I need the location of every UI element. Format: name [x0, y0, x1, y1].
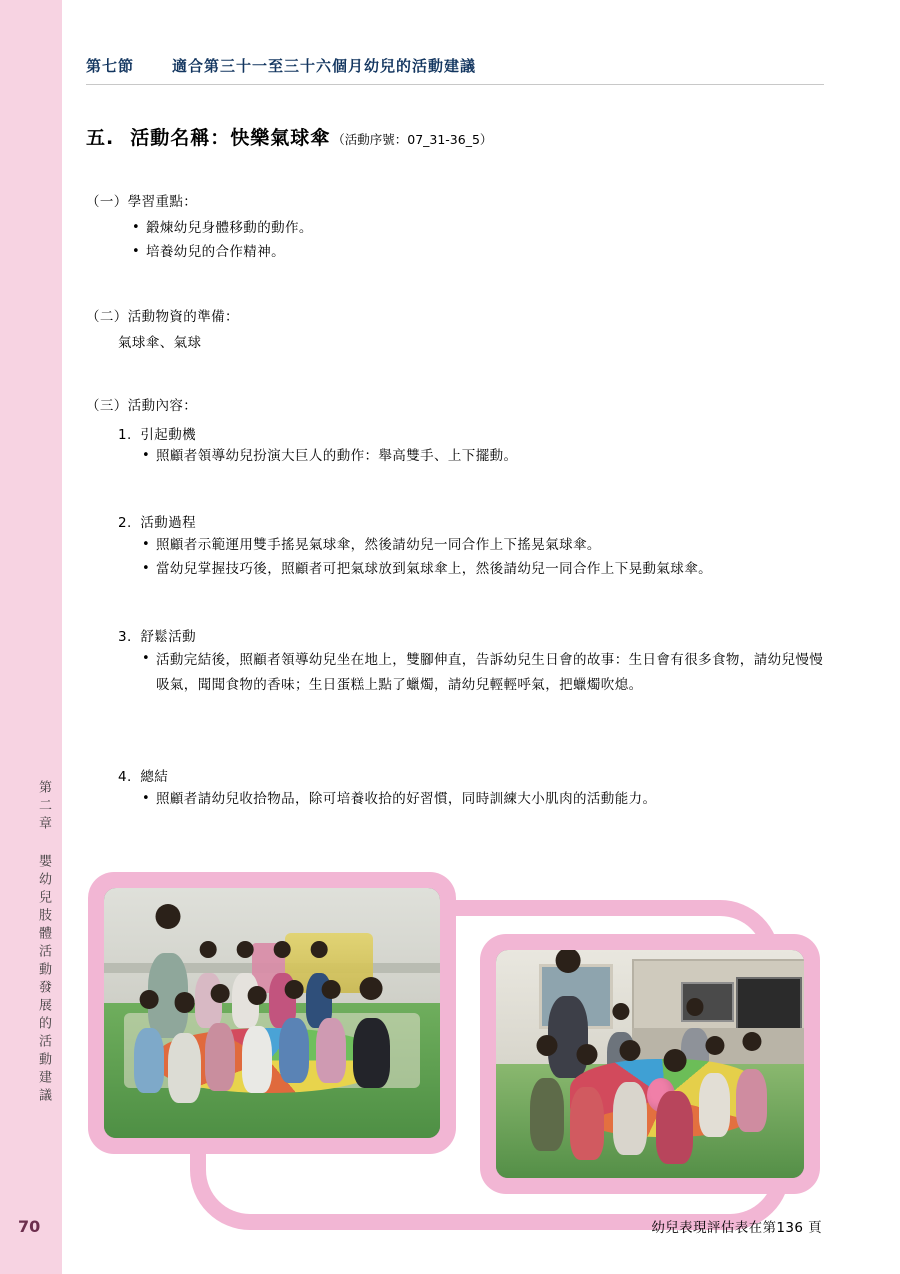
footer-note: 幼兒表現評估表在第136 頁	[651, 1220, 822, 1236]
activity-index: 五.	[86, 127, 115, 149]
list-item: • 當幼兒掌握技巧後，照顧者可把氣球放到氣球傘上，然後請幼兒一同合作上下晃動氣球傘。	[142, 559, 832, 581]
section-title: 適合第三十一至三十六個月幼兒的活動建議	[172, 57, 477, 75]
item-num: 2.	[118, 515, 132, 531]
activity-code: （活動序號：07_31-36_5）	[332, 132, 493, 147]
header-divider	[86, 84, 824, 85]
page-number: 70	[18, 1217, 41, 1236]
activity-name: 活動名稱：快樂氣球傘	[130, 127, 331, 149]
chapter-vertical-label: 第二章 嬰幼兒肢體活動發展的活動建議	[36, 780, 51, 1106]
content-item-number	[118, 625, 196, 645]
item-num: 3.	[118, 629, 132, 645]
section-three-label: （三）活動內容：	[86, 398, 198, 414]
item-num: 1.	[118, 427, 132, 443]
content-item-number	[118, 511, 196, 531]
list-item: • 活動完結後，照顧者領導幼兒坐在地上，雙腳伸直，告訴幼兒生日會的故事：生日會有很多食物，請幼兒慢慢吸氣，聞聞食物的香味；生日蛋糕上點了蠟燭，請幼兒輕輕呼氣，把蠟燭吹熄。	[142, 648, 826, 698]
list-item: • 鍛煉幼兒身體移動的動作。	[132, 218, 792, 240]
content-item-2-bullets	[142, 535, 832, 583]
activity-title	[86, 123, 492, 150]
content-item-3-bullets	[142, 648, 826, 700]
item-title: 總結	[140, 769, 169, 785]
item-title: 活動過程	[140, 515, 196, 531]
left-pink-strip	[0, 0, 62, 1274]
list-item: • 照顧者請幼兒收拾物品，除可培養收拾的好習慣，同時訓練大小肌肉的活動能力。	[142, 789, 832, 811]
item-num: 4.	[118, 769, 132, 785]
content-item-1-bullets	[142, 446, 822, 470]
content-item-4-bullets	[142, 789, 832, 813]
section-one-label: （一）學習重點：	[86, 194, 198, 210]
section-header	[86, 55, 826, 76]
activity-photo-2	[480, 934, 820, 1194]
list-item: • 照顧者示範運用雙手搖晃氣球傘，然後請幼兒一同合作上下搖晃氣球傘。	[142, 535, 832, 557]
item-title: 引起動機	[140, 427, 196, 443]
item-title: 舒鬆活動	[140, 629, 196, 645]
list-item: • 培養幼兒的合作精神。	[132, 242, 792, 264]
list-item: • 照顧者領導幼兒扮演大巨人的動作：舉高雙手、上下擺動。	[142, 446, 822, 468]
activity-photo-1-image	[104, 888, 440, 1138]
content-item-number	[118, 423, 196, 443]
activity-photo-1	[88, 872, 456, 1154]
activity-photo-2-image	[496, 950, 804, 1178]
section-two-text: 氣球傘、氣球	[118, 335, 202, 351]
content-item-number	[118, 765, 168, 785]
section-two-label: （二）活動物資的準備：	[86, 309, 239, 325]
section-number: 第七節	[86, 57, 135, 75]
section-one-bullets	[132, 218, 792, 266]
